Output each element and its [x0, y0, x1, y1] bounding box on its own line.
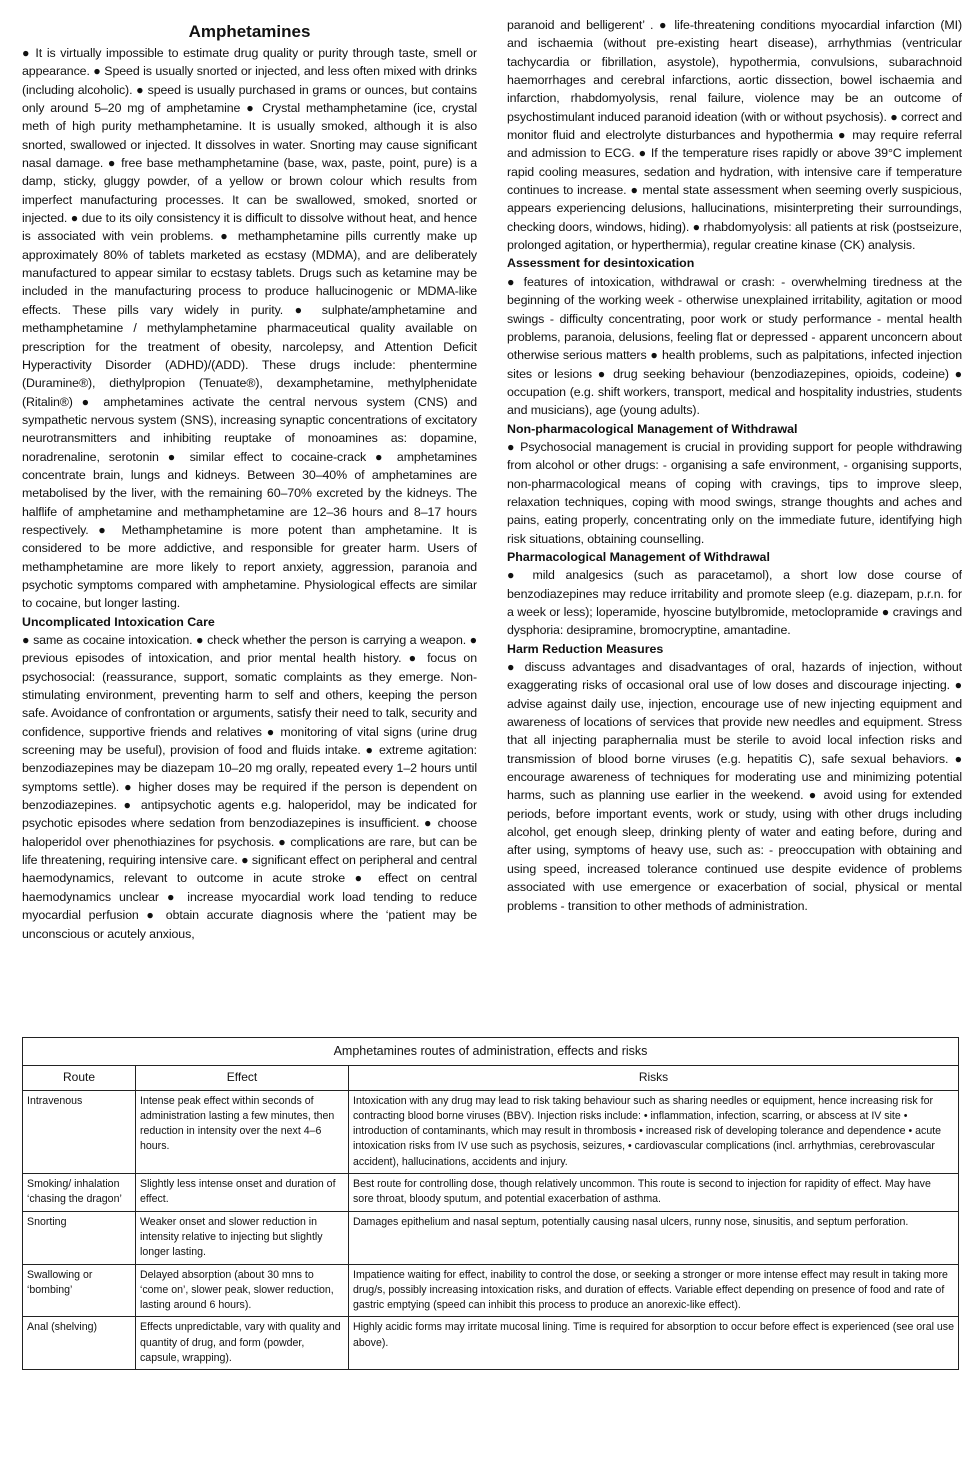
table-row: [23, 1211, 959, 1264]
route-cell: Intravenous: [23, 1090, 136, 1173]
risks-cell: Highly acidic forms may irritate mucosal lining. Time is required for absorption to occur before effect is experienced (see oral use above).: [349, 1317, 959, 1370]
section-text-non-pharmacological: ● Psychosocial management is crucial in providing support for people withdrawing from alcohol or other drugs: - organising a safe environment, - organising supports, non-pharmacological means of coping with cravings, tips to improve sleep, relaxation techniques, coping with mood swings, strange thoughts and aches and pains, eating properly, concentrating only on the immediate future, identifying high risk situations, obtaining counselling.: [507, 439, 962, 546]
table-row: [23, 1264, 959, 1317]
route-cell: Smoking/ inhalation ‘chasing the dragon’: [23, 1174, 136, 1212]
table-row: [23, 1317, 959, 1370]
route-cell: Anal (shelving): [23, 1317, 136, 1370]
section-heading-non-pharmacological: Non-pharmacological Management of Withdrawal: [507, 421, 798, 436]
section-heading-pharmacological: Pharmacological Management of Withdrawal: [507, 549, 770, 564]
intro-paragraph: ● It is virtually impossible to estimate drug quality or purity through taste, smell or appearance. ● Speed is usually snorted or injected, and less often mixed with drinks (including alcoholic). ● speed is usually purchased in grams or ounces, but contains only around 5–20 mg of amphetamine ● Crystal methamphetamine (ice, crystal meth of high purity methamphetamine. It is usually smoked, although it is also snorted, swallowed or injected. It dissolves in water. Snorting may cause significant nasal damage. ● free base methamphetamine (base, wax, paste, point, pure) is a damp, sticky, gluggy powder, of a yellow or brown colour which results from imperfect manufacturing processes. It can be swallowed, smoked, snorted or injected. ● due to its oily consistency it is difficult to dissolve without heat, and hence is associated with vein problems. ● methamphetamine pills currently make up approximately 80% of tablets marketed as ecstasy (MDMA), and are deliberately manufactured to appear similar to ecstasy tablets. Drugs such as ketamine may be included in the manufacturing process to produce hallucinogenic or MDMA-like effects. These pills vary widely in purity. ● sulphate/amphetamine and methamphetamine / methylamphetamine pharmaceutical quality available on prescription for the treatment of obesity, narcolepsy, and Attention Deficit Hyperactivity Disorder (ADHD)/(ADD). These drugs include: phentermine (Duramine®), diethylpropion (Tenuate®), dexamphetamine, methylphenidate (Ritalin®) ● amphetamines activate the central nervous system (CNS) and sympathetic nervous system (SNS), increasing synaptic concentrations of excitatory neurotransmitters and inhibiting reuptake of monoamines as: dopamine, noradrenaline, serotonin ● similar effect to cocaine-crack ● amphetamines concentrate brain, lungs and kidneys. Between 30–40% of amphetamines are metabolised by the liver, with the remaining 60–70% excreted by the kidneys. The halflife of amphetamine and methamphetamine are 12–36 hours and 8–17 hours respectively. ● Methamphetamine is more potent than amphetamine. It is considered to be more addictive, and responsible for greater harm. Users of methamphetamine are more likely to report anxiety, aggression, paranoia and psychotic symptoms compared with amphetamine. Physiological effects are similar to cocaine, but longer lasting.: [22, 46, 477, 611]
right-column: [507, 16, 962, 1016]
section-text-intoxication-care: ● same as cocaine intoxication. ● check whether the person is carrying a weapon. ● previous episodes of intoxication, and prior mental health history. ● focus on psychosocial: (reassurance, support, somatic complaints as they emerge. Non-stimulating environment, preventing harm to self and others, keeping the person safe. Avoidance of confrontation or arguments, satisfy their need to talk, security and confidence, supportive friends and relatives ● monitoring of vital signs (urine drug screening may be useful), provision of food and fluids intake. ● extreme agitation: benzodiazepines may be diazepam 10–20 mg orally, repeated every 1–2 hours until symptoms settle). ● higher doses may be required if the person is dependent on benzodiazepines. ● antipsychotic agents e.g. haloperidol, may be indicated for psychotic episodes where sedation from benzodiazepines is insufficient. ● choose haloperidol over phenothiazines for psychosis. ● complications are rare, but can be life threatening, requiring intensive care. ● significant effect on peripheral and central haemodynamics, relevant to outcome in acute stroke ● effect on central haemodynamics unclear ● increase myocardial work load tending to reduce myocardial perfusion ● obtain accurate diagnosis where the ‘patient may be unconscious or acutely anxious,: [22, 633, 477, 941]
two-column-body: [22, 16, 962, 1016]
risks-cell: Best route for controlling dose, though relatively uncommon. This route is second to injection for rapidity of effect. May have sore throat, bloody sputum, and potential exacerbation of asthma.: [349, 1174, 959, 1212]
route-cell: Snorting: [23, 1211, 136, 1264]
column-header-risks: Risks: [349, 1066, 959, 1090]
effect-cell: Weaker onset and slower reduction in intensity relative to injecting but slightly longer lasting.: [136, 1211, 349, 1264]
table-row: [23, 1090, 959, 1173]
table-caption-row: [23, 1038, 959, 1066]
table-header-row: [23, 1066, 959, 1090]
table-row: [23, 1174, 959, 1212]
route-cell: Swallowing or ‘bombing’: [23, 1264, 136, 1317]
routes-table-container: [22, 1037, 959, 1370]
column-header-route: Route: [23, 1066, 136, 1090]
section-text-harm-reduction: ● discuss advantages and disadvantages of oral, hazards of injection, without exaggerating risks of occasional oral use of low doses and discourage injecting. ● advise against daily use, injection, encourage use of new injecting equipment and awareness of locations of services that provide new needles and equipment. Stress that all injecting paraphernalia must be sterile to avoid local infection risks and transmission of blood borne viruses (e.g. hepatitis C), safe sexual behaviors. ● encourage awareness of techniques for moderating use and minimizing potential harms, such as planning use earlier in the weekend. ● avoid using for extended periods, before important events, work or study, using with other drugs including alcohol, get enough sleep, drinking plenty of water and eating before, during and after using, symptoms of heavy use, such as: - preoccupation with obtaining and using speed, increased tolerance continued use despite evidence of problems associated with use emergence or exacerbation of social, physical or mental problems - transition to other methods of administration.: [507, 660, 962, 913]
column-header-effect: Effect: [136, 1066, 349, 1090]
continuation-paragraph: paranoid and belligerent’ . ● life-threatening conditions myocardial infarction (MI) and ischaemia (without pre-existing heart disease), arrhythmias (ventricular tachycardia or fibrillation, asystole), hypothermia, convulsions, subarachnoid haemorrhages and cerebral infarctions, aortic dissection, bowel ischaemia and infarction, rhabdomyolysis, renal failure, violence may be an outcome of psychostimulant induced paranoid ideation (with or without psychosis). ● correct and monitor fluid and electrolyte disturbances and hypothermia ● may require referral and admission to ECG. ● If the temperature rises rapidly or above 39°C implement rapid cooling measures, sedation and hydration, with intensive care if temperature continues to increase. ● mental state assessment when seeming overly suspicious, appears experiencing delusions, hallucinations, misinterpreting their surroundings, checking doors, windows, hiding). ● rhabdomyolysis: all patients at risk (postseizure, prolonged agitation, or hyperthermia), regular creatine kinase (CK) analysis.: [507, 18, 962, 253]
document-title: Amphetamines: [188, 22, 311, 41]
section-heading-intoxication-care: Uncomplicated Intoxication Care: [22, 614, 215, 629]
document-page: [22, 16, 962, 1016]
risks-cell: Damages epithelium and nasal septum, potentially causing nasal ulcers, runny nose, sinusitis, and septum perforation.: [349, 1211, 959, 1264]
left-column: [22, 16, 477, 1016]
section-heading-assessment: Assessment for desintoxication: [507, 256, 695, 271]
effect-cell: Delayed absorption (about 30 mns to ‘come on’, slower peak, slower reduction, lasting around 6 hours).: [136, 1264, 349, 1317]
section-heading-harm-reduction: Harm Reduction Measures: [507, 641, 664, 656]
routes-table: [22, 1037, 959, 1370]
risks-cell: Impatience waiting for effect, inability to control the dose, or seeking a stronger or more intense effect may result in taking more drug/s, possibly increasing intoxication risks, and duration of effects. Variable effect depending on presence of food and rate of gastric emptying (speed can inhibit this process to produce an anorexic-like effect).: [349, 1264, 959, 1317]
effect-cell: Intense peak effect within seconds of administration lasting a few minutes, then reduction in intensity over the next 4–6 hours.: [136, 1090, 349, 1173]
section-text-pharmacological: ● mild analgesics (such as paracetamol), a short low dose course of benzodiazepines may reduce irritability and promote sleep (e.g. diazepam, p.r.n. for a week or less); loperamide, hyoscine butylbromide, metoclopramide ● cravings and dysphoria: desipramine, bromocryptine, amantadine.: [507, 568, 962, 638]
effect-cell: Effects unpredictable, vary with quality and quantity of drug, and form (powder, capsule, wrapping).: [136, 1317, 349, 1370]
section-text-assessment: ● features of intoxication, withdrawal or crash: - overwhelming tiredness at the beginning of the working week - otherwise unexplained irritability, agitation or mood swings - difficulty concentrating, poor work or study performance - mental health problems, paranoia, delusions, feeling flat or depressed - apparent unconcern about otherwise serious matters ● health problems, such as palpitations, infected injection sites or lesions ● drug seeking behaviour (benzodiazepines, opioids, codeine) ● occupation (e.g. shift workers, transport, medical and hospitality industries, students and musicians), age (young adults).: [507, 274, 962, 418]
effect-cell: Slightly less intense onset and duration of effect.: [136, 1174, 349, 1212]
table-caption: Amphetamines routes of administration, effects and risks: [23, 1038, 959, 1066]
risks-cell: Intoxication with any drug may lead to risk taking behaviour such as sharing needles or equipment, hence increasing risk for contracting blood borne viruses (BBV). Injection risks include: • inflammation, infection, scarring, or abscess at IV site • introduction of contaminants, which may result in thrombosis • increased risk of developing tolerance and dependence • acute intoxication risks from IV use such as psychosis, seizures, • cardiovascular complications (incl. arrhythmias, cerebrovascular accident), hallucinations, accidents and injury.: [349, 1090, 959, 1173]
